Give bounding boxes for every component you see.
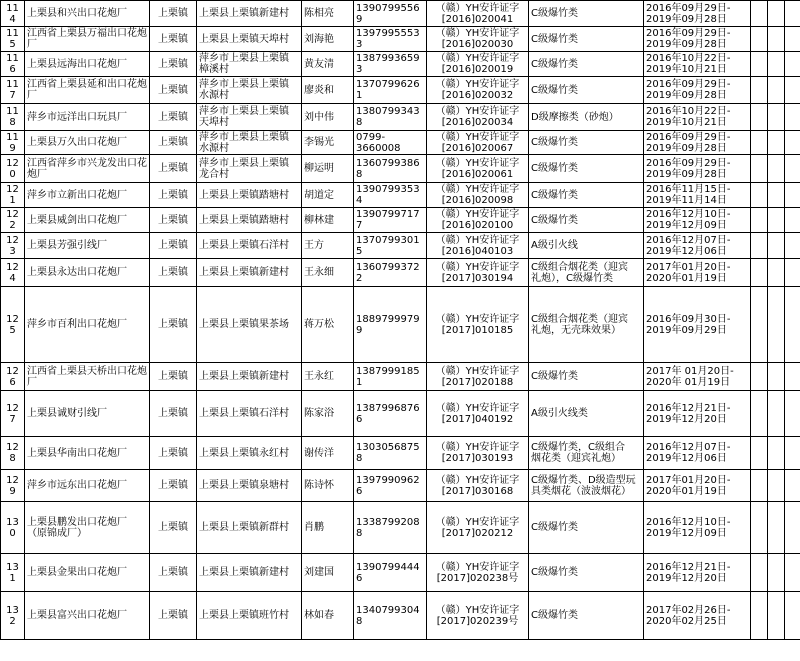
town: 上栗镇 xyxy=(150,592,197,640)
town: 上栗镇 xyxy=(150,259,197,287)
company-name: 上栗县远海出口花炮厂 xyxy=(25,52,150,77)
license-number: （赣）YH安许证字 [2016]020067 xyxy=(427,131,529,155)
town: 上栗镇 xyxy=(150,363,197,391)
row-number: 132 xyxy=(1,592,25,640)
product-category: C级爆竹类 xyxy=(529,502,644,554)
phone-number: 0799- 3660008 xyxy=(354,131,427,155)
empty-cell xyxy=(768,131,785,155)
address: 萍乡市上栗县上栗镇 樟溪村 xyxy=(197,52,302,77)
empty-cell xyxy=(751,470,768,502)
license-number: （赣）YH安许证字 [2016]020030 xyxy=(427,27,529,52)
address: 上栗县上栗镇新建村 xyxy=(197,363,302,391)
empty-cell xyxy=(785,77,800,104)
empty-cell xyxy=(751,391,768,437)
table-row xyxy=(1,183,800,208)
license-number: （赣）YH安许证字 [2017]030193 xyxy=(427,437,529,470)
license-number: （赣）YH安许证字 [2016]020019 xyxy=(427,52,529,77)
validity-period: 2016年12月21日- 2019年12月20日 xyxy=(644,391,751,437)
empty-cell xyxy=(785,437,800,470)
address: 上栗县上栗镇新建村 xyxy=(197,1,302,27)
phone-number: 13879936593 xyxy=(354,52,427,77)
row-number: 121 xyxy=(1,183,25,208)
row-number: 127 xyxy=(1,391,25,437)
empty-cell xyxy=(751,208,768,233)
address: 上栗县上栗镇天埠村 xyxy=(197,27,302,52)
address: 萍乡市上栗县上栗镇 水源村 xyxy=(197,131,302,155)
empty-cell xyxy=(768,104,785,131)
empty-cell xyxy=(751,233,768,259)
license-number: （赣）YH安许证字 [2016]020041 xyxy=(427,1,529,27)
license-number: （赣）YH安许证字 [2016]020098 xyxy=(427,183,529,208)
phone-number: 13807993438 xyxy=(354,104,427,131)
product-category: C级组合烟花类（迎宾 礼炮），C级爆竹类 xyxy=(529,259,644,287)
empty-cell xyxy=(751,554,768,592)
phone-number: 13907995569 xyxy=(354,1,427,27)
table-row xyxy=(1,233,800,259)
empty-cell xyxy=(785,470,800,502)
license-number: （赣）YH安许证字 [2016]020100 xyxy=(427,208,529,233)
responsible-person: 柳运明 xyxy=(302,155,354,183)
town: 上栗镇 xyxy=(150,27,197,52)
town: 上栗镇 xyxy=(150,208,197,233)
license-number: （赣）YH安许证字 [2016]020034 xyxy=(427,104,529,131)
table-row xyxy=(1,437,800,470)
responsible-person: 柳林建 xyxy=(302,208,354,233)
validity-period: 2016年09月29日- 2019年09月28日 xyxy=(644,77,751,104)
address: 上栗县上栗镇泉塘村 xyxy=(197,470,302,502)
table-row xyxy=(1,391,800,437)
company-name: 上栗县威剑出口花炮厂 xyxy=(25,208,150,233)
row-number: 119 xyxy=(1,131,25,155)
company-name: 江西省上栗县万福出口花炮厂 xyxy=(25,27,150,52)
company-name: 萍乡市立新出口花炮厂 xyxy=(25,183,150,208)
responsible-person: 王方 xyxy=(302,233,354,259)
product-category: C级爆竹类 xyxy=(529,183,644,208)
responsible-person: 谢传洋 xyxy=(302,437,354,470)
address: 上栗县上栗镇新建村 xyxy=(197,259,302,287)
validity-period: 2016年12月10日- 2019年12月09日 xyxy=(644,208,751,233)
address: 萍乡市上栗县上栗镇 天埠村 xyxy=(197,104,302,131)
town: 上栗镇 xyxy=(150,52,197,77)
validity-period: 2017年 01月20日- 2020年 01月19日 xyxy=(644,363,751,391)
address: 上栗县上栗镇新群村 xyxy=(197,502,302,554)
empty-cell xyxy=(785,363,800,391)
table-row xyxy=(1,208,800,233)
empty-cell xyxy=(751,363,768,391)
address: 上栗县上栗镇果茶场 xyxy=(197,287,302,363)
row-number: 128 xyxy=(1,437,25,470)
product-category: C级爆竹类 xyxy=(529,77,644,104)
address: 上栗县上栗镇班竹村 xyxy=(197,592,302,640)
town: 上栗镇 xyxy=(150,470,197,502)
phone-number: 13979955533 xyxy=(354,27,427,52)
town: 上栗镇 xyxy=(150,437,197,470)
empty-cell xyxy=(751,183,768,208)
empty-cell xyxy=(768,183,785,208)
license-number: （赣）YH安许证字 [2017]030194 xyxy=(427,259,529,287)
license-number: （赣）YH安许证字 [2017]010185 xyxy=(427,287,529,363)
validity-period: 2016年09月29日- 2019年09月28日 xyxy=(644,155,751,183)
phone-number: 13707993015 xyxy=(354,233,427,259)
product-category: C级爆竹类、D级造型玩 具类烟花（波波烟花） xyxy=(529,470,644,502)
phone-number: 13879991851 xyxy=(354,363,427,391)
product-category: C级爆竹类 xyxy=(529,592,644,640)
row-number: 116 xyxy=(1,52,25,77)
table-row xyxy=(1,592,800,640)
table-body xyxy=(1,1,800,640)
license-number: （赣）YH安许证字 [2017]020239号 xyxy=(427,592,529,640)
license-number: （赣）YH安许证字 [2016]040103 xyxy=(427,233,529,259)
responsible-person: 刘海艳 xyxy=(302,27,354,52)
town: 上栗镇 xyxy=(150,155,197,183)
validity-period: 2016年10月22日- 2019年10月21日 xyxy=(644,104,751,131)
license-number: （赣）YH安许证字 [2017]030168 xyxy=(427,470,529,502)
empty-cell xyxy=(768,27,785,52)
town: 上栗镇 xyxy=(150,104,197,131)
address: 萍乡市上栗县上栗镇 水源村 xyxy=(197,77,302,104)
row-number: 126 xyxy=(1,363,25,391)
company-name: 上栗县华南出口花炮厂 xyxy=(25,437,150,470)
empty-cell xyxy=(785,554,800,592)
product-category: C级爆竹类 xyxy=(529,1,644,27)
empty-cell xyxy=(785,52,800,77)
empty-cell xyxy=(768,77,785,104)
phone-number: 13879968766 xyxy=(354,391,427,437)
company-name: 江西省萍乡市兴龙发出口花炮厂 xyxy=(25,155,150,183)
row-number: 125 xyxy=(1,287,25,363)
table-row xyxy=(1,287,800,363)
empty-cell xyxy=(785,208,800,233)
responsible-person: 林如春 xyxy=(302,592,354,640)
responsible-person: 黄友清 xyxy=(302,52,354,77)
company-name: 萍乡市远洋出口玩具厂 xyxy=(25,104,150,131)
table-row xyxy=(1,77,800,104)
validity-period: 2016年09月30日- 2019年09月29日 xyxy=(644,287,751,363)
table-row xyxy=(1,554,800,592)
empty-cell xyxy=(768,502,785,554)
table-row xyxy=(1,131,800,155)
empty-cell xyxy=(751,1,768,27)
product-category: C级爆竹类 xyxy=(529,52,644,77)
product-category: A级引火线 xyxy=(529,233,644,259)
empty-cell xyxy=(768,554,785,592)
empty-cell xyxy=(768,287,785,363)
company-name: 萍乡市百利出口花炮厂 xyxy=(25,287,150,363)
empty-cell xyxy=(785,259,800,287)
empty-cell xyxy=(785,502,800,554)
validity-period: 2016年12月07日- 2019年12月06日 xyxy=(644,437,751,470)
table-row xyxy=(1,363,800,391)
empty-cell xyxy=(768,233,785,259)
empty-cell xyxy=(768,155,785,183)
row-number: 120 xyxy=(1,155,25,183)
phone-number: 13607993722 xyxy=(354,259,427,287)
town: 上栗镇 xyxy=(150,554,197,592)
address: 上栗县上栗镇新建村 xyxy=(197,554,302,592)
phone-number: 13907994446 xyxy=(354,554,427,592)
row-number: 114 xyxy=(1,1,25,27)
license-number: （赣）YH安许证字 [2016]020032 xyxy=(427,77,529,104)
product-category: C级爆竹类 xyxy=(529,208,644,233)
address: 上栗县上栗镇石洋村 xyxy=(197,233,302,259)
empty-cell xyxy=(768,208,785,233)
town: 上栗镇 xyxy=(150,502,197,554)
town: 上栗镇 xyxy=(150,391,197,437)
row-number: 131 xyxy=(1,554,25,592)
table-row xyxy=(1,52,800,77)
company-name: 上栗县诚财引线厂 xyxy=(25,391,150,437)
company-name: 上栗县金果出口花炮厂 xyxy=(25,554,150,592)
empty-cell xyxy=(785,391,800,437)
empty-cell xyxy=(751,27,768,52)
town: 上栗镇 xyxy=(150,233,197,259)
responsible-person: 蒋万松 xyxy=(302,287,354,363)
phone-number: 13387992088 xyxy=(354,502,427,554)
phone-number: 13607993868 xyxy=(354,155,427,183)
empty-cell xyxy=(785,1,800,27)
empty-cell xyxy=(751,155,768,183)
row-number: 118 xyxy=(1,104,25,131)
validity-period: 2016年12月07日- 2019年12月06日 xyxy=(644,233,751,259)
empty-cell xyxy=(751,131,768,155)
empty-cell xyxy=(785,233,800,259)
product-category: C级爆竹类，C级组合 烟花类（迎宾礼炮） xyxy=(529,437,644,470)
table-row xyxy=(1,27,800,52)
phone-number: 13979909626 xyxy=(354,470,427,502)
company-name: 江西省上栗县延和出口花炮厂 xyxy=(25,77,150,104)
validity-period: 2017年01月20日- 2020年01月19日 xyxy=(644,470,751,502)
license-number: （赣）YH安许证字 [2017]020238号 xyxy=(427,554,529,592)
address: 上栗县上栗镇永红村 xyxy=(197,437,302,470)
product-category: D级摩擦类（砂炮） xyxy=(529,104,644,131)
phone-number: 13707996261 xyxy=(354,77,427,104)
responsible-person: 肖鹏 xyxy=(302,502,354,554)
validity-period: 2016年09月29日- 2019年09月28日 xyxy=(644,1,751,27)
empty-cell xyxy=(785,104,800,131)
validity-period: 2016年10月22日- 2019年10月21日 xyxy=(644,52,751,77)
product-category: A级引火线类 xyxy=(529,391,644,437)
empty-cell xyxy=(768,1,785,27)
empty-cell xyxy=(768,363,785,391)
empty-cell xyxy=(768,437,785,470)
product-category: C级组合烟花类（迎宾 礼炮，无壳珠效果） xyxy=(529,287,644,363)
empty-cell xyxy=(751,259,768,287)
responsible-person: 王永红 xyxy=(302,363,354,391)
address: 上栗县上栗镇石洋村 xyxy=(197,391,302,437)
empty-cell xyxy=(785,287,800,363)
company-name: 上栗县永达出口花炮厂 xyxy=(25,259,150,287)
empty-cell xyxy=(768,259,785,287)
town: 上栗镇 xyxy=(150,131,197,155)
phone-number: 18897999799 xyxy=(354,287,427,363)
table-row xyxy=(1,259,800,287)
product-category: C级爆竹类 xyxy=(529,155,644,183)
validity-period: 2017年02月26日- 2020年02月25日 xyxy=(644,592,751,640)
responsible-person: 王永细 xyxy=(302,259,354,287)
row-number: 130 xyxy=(1,502,25,554)
phone-number: 13907997177 xyxy=(354,208,427,233)
row-number: 117 xyxy=(1,77,25,104)
table-row xyxy=(1,1,800,27)
product-category: C级爆竹类 xyxy=(529,27,644,52)
town: 上栗镇 xyxy=(150,287,197,363)
company-name: 上栗县富兴出口花炮厂 xyxy=(25,592,150,640)
empty-cell xyxy=(785,27,800,52)
responsible-person: 刘中伟 xyxy=(302,104,354,131)
empty-cell xyxy=(751,437,768,470)
license-number: （赣）YH安许证字 [2017]020188 xyxy=(427,363,529,391)
empty-cell xyxy=(785,183,800,208)
empty-cell xyxy=(768,592,785,640)
responsible-person: 陈相亮 xyxy=(302,1,354,27)
row-number: 122 xyxy=(1,208,25,233)
company-name: 上栗县万久出口花炮厂 xyxy=(25,131,150,155)
validity-period: 2016年09月29日- 2019年09月28日 xyxy=(644,27,751,52)
product-category: C级爆竹类 xyxy=(529,363,644,391)
table-row xyxy=(1,470,800,502)
address: 萍乡市上栗县上栗镇 龙合村 xyxy=(197,155,302,183)
validity-period: 2016年11月15日- 2019年11月14日 xyxy=(644,183,751,208)
responsible-person: 陈诗怀 xyxy=(302,470,354,502)
address: 上栗县上栗镇踏塘村 xyxy=(197,183,302,208)
license-number: （赣）YH安许证字 [2017]020212 xyxy=(427,502,529,554)
empty-cell xyxy=(751,104,768,131)
empty-cell xyxy=(768,470,785,502)
empty-cell xyxy=(785,131,800,155)
empty-cell xyxy=(785,592,800,640)
row-number: 115 xyxy=(1,27,25,52)
town: 上栗镇 xyxy=(150,183,197,208)
responsible-person: 胡道定 xyxy=(302,183,354,208)
responsible-person: 陈家浴 xyxy=(302,391,354,437)
validity-period: 2016年09月29日- 2019年09月28日 xyxy=(644,131,751,155)
table-row xyxy=(1,104,800,131)
address: 上栗县上栗镇踏塘村 xyxy=(197,208,302,233)
phone-number: 13907993534 xyxy=(354,183,427,208)
company-name: 上栗县和兴出口花炮厂 xyxy=(25,1,150,27)
town: 上栗镇 xyxy=(150,77,197,104)
empty-cell xyxy=(768,391,785,437)
product-category: C级爆竹类 xyxy=(529,554,644,592)
phone-number: 13030568758 xyxy=(354,437,427,470)
empty-cell xyxy=(751,287,768,363)
empty-cell xyxy=(768,52,785,77)
validity-period: 2016年12月10日- 2019年12月09日 xyxy=(644,502,751,554)
row-number: 123 xyxy=(1,233,25,259)
validity-period: 2016年12月21日- 2019年12月20日 xyxy=(644,554,751,592)
empty-cell xyxy=(751,502,768,554)
license-number: （赣）YH安许证字 [2016]020061 xyxy=(427,155,529,183)
empty-cell xyxy=(751,52,768,77)
company-name: 上栗县鹏发出口花炮厂 （原锦成厂） xyxy=(25,502,150,554)
validity-period: 2017年01月20日- 2020年01月19日 xyxy=(644,259,751,287)
company-name: 上栗县芳强引线厂 xyxy=(25,233,150,259)
responsible-person: 李锡光 xyxy=(302,131,354,155)
company-name: 江西省上栗县天桥出口花炮厂 xyxy=(25,363,150,391)
license-number: （赣）YH安许证字 [2017]040192 xyxy=(427,391,529,437)
phone-number: 13407993048 xyxy=(354,592,427,640)
responsible-person: 廖炎和 xyxy=(302,77,354,104)
row-number: 124 xyxy=(1,259,25,287)
company-name: 萍乡市远东出口花炮厂 xyxy=(25,470,150,502)
empty-cell xyxy=(751,592,768,640)
empty-cell xyxy=(785,155,800,183)
table-row xyxy=(1,502,800,554)
table-row xyxy=(1,155,800,183)
empty-cell xyxy=(751,77,768,104)
product-category: C级爆竹类 xyxy=(529,131,644,155)
town: 上栗镇 xyxy=(150,1,197,27)
row-number: 129 xyxy=(1,470,25,502)
responsible-person: 刘建国 xyxy=(302,554,354,592)
